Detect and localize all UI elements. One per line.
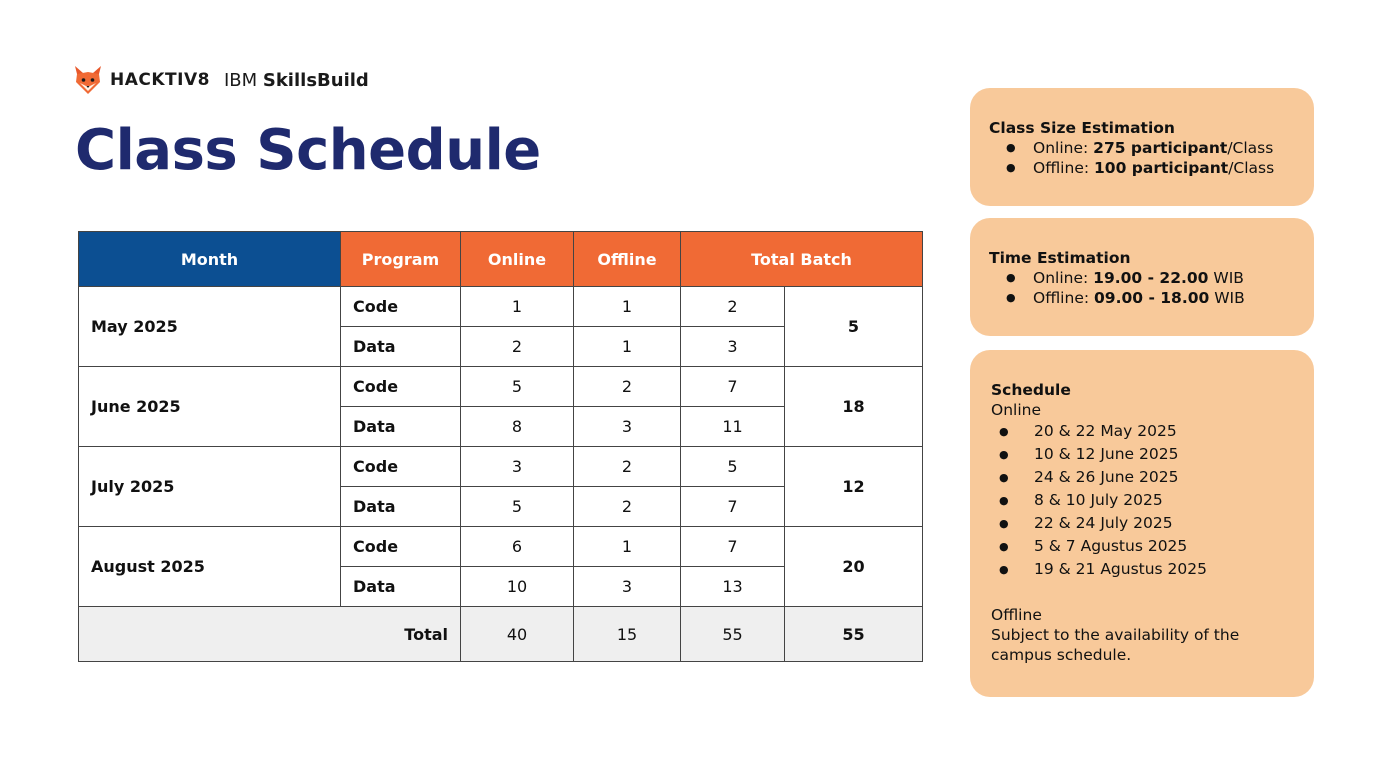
- total-subtotal-cell: 55: [681, 607, 785, 662]
- offline-cell: 3: [574, 407, 681, 447]
- total-online-cell: 40: [461, 607, 574, 662]
- subtotal-cell: 13: [681, 567, 785, 607]
- program-cell: Code: [341, 287, 461, 327]
- month-cell: August 2025: [79, 527, 341, 607]
- item-prefix: Offline:: [1033, 289, 1095, 307]
- header-offline: Offline: [574, 232, 681, 287]
- list-item: [989, 138, 1314, 158]
- item-suffix: /Class: [1227, 139, 1274, 157]
- month-cell: July 2025: [79, 447, 341, 527]
- online-cell: 1: [461, 287, 574, 327]
- offline-note-line2: campus schedule.: [991, 646, 1132, 664]
- subtotal-cell: 11: [681, 407, 785, 447]
- item-prefix: Online:: [1033, 139, 1094, 157]
- header-program: Program: [341, 232, 461, 287]
- item-prefix: Offline:: [1033, 159, 1095, 177]
- page-title: Class Schedule: [75, 118, 541, 183]
- ibm-skillsbuild-wordmark: [224, 70, 369, 91]
- online-cell: 6: [461, 527, 574, 567]
- spacer: [991, 581, 1314, 605]
- month-cell: May 2025: [79, 287, 341, 367]
- class-schedule-table: [78, 231, 923, 662]
- list-item: [989, 158, 1314, 178]
- item-prefix: Online:: [1033, 269, 1094, 287]
- time-estimation-title: Time Estimation: [989, 249, 1131, 267]
- list-item: ● 19 & 21 Agustus 2025: [991, 558, 1314, 581]
- list-item: ● 10 & 12 June 2025: [991, 443, 1314, 466]
- class-size-title: Class Size Estimation: [989, 119, 1175, 137]
- table-row: [79, 367, 923, 407]
- program-cell: Code: [341, 447, 461, 487]
- offline-cell: 1: [574, 287, 681, 327]
- program-cell: Data: [341, 487, 461, 527]
- item-value: 275 participant: [1093, 139, 1228, 157]
- item-suffix: WIB: [1209, 289, 1245, 307]
- online-cell: 5: [461, 487, 574, 527]
- brand-logos: [72, 64, 369, 96]
- time-estimation-list: [989, 268, 1314, 308]
- online-cell: 3: [461, 447, 574, 487]
- item-suffix: WIB: [1208, 269, 1244, 287]
- month-total-batch-cell: 20: [785, 527, 923, 607]
- offline-cell: 1: [574, 527, 681, 567]
- offline-note-line1: Subject to the availability of the: [991, 626, 1240, 644]
- online-cell: 8: [461, 407, 574, 447]
- table-row: [79, 447, 923, 487]
- header-online: Online: [461, 232, 574, 287]
- grand-total-batch-cell: 55: [785, 607, 923, 662]
- subtotal-cell: 2: [681, 287, 785, 327]
- fox-logo-icon: [72, 64, 104, 96]
- offline-cell: 2: [574, 367, 681, 407]
- program-cell: Data: [341, 567, 461, 607]
- list-item: ● 24 & 26 June 2025: [991, 466, 1314, 489]
- header-total-batch: Total Batch: [681, 232, 923, 287]
- item-value: 19.00 - 22.00: [1093, 269, 1209, 287]
- item-suffix: /Class: [1228, 159, 1275, 177]
- program-cell: Code: [341, 367, 461, 407]
- class-size-card: [970, 88, 1314, 206]
- list-item: [989, 268, 1314, 288]
- online-cell: 2: [461, 327, 574, 367]
- offline-cell: 2: [574, 447, 681, 487]
- total-offline-cell: 15: [574, 607, 681, 662]
- table-header-row: [79, 232, 923, 287]
- program-cell: Code: [341, 527, 461, 567]
- table-row: [79, 527, 923, 567]
- program-cell: Data: [341, 407, 461, 447]
- schedule-title: Schedule: [991, 381, 1071, 399]
- item-value: 09.00 - 18.00: [1094, 289, 1210, 307]
- online-cell: 10: [461, 567, 574, 607]
- subtotal-cell: 3: [681, 327, 785, 367]
- class-size-list: [989, 138, 1314, 178]
- month-total-batch-cell: 5: [785, 287, 923, 367]
- offline-cell: 3: [574, 567, 681, 607]
- hacktiv8-wordmark: HACKTIV8: [110, 70, 210, 90]
- offline-label: Offline: [991, 606, 1042, 624]
- list-item: ● 5 & 7 Agustus 2025: [991, 535, 1314, 558]
- month-total-batch-cell: 18: [785, 367, 923, 447]
- offline-cell: 2: [574, 487, 681, 527]
- program-cell: Data: [341, 327, 461, 367]
- subtotal-cell: 5: [681, 447, 785, 487]
- skillsbuild-text: SkillsBuild: [262, 69, 369, 91]
- list-item: ● 20 & 22 May 2025: [991, 420, 1314, 443]
- subtotal-cell: 7: [681, 367, 785, 407]
- online-label: Online: [991, 401, 1041, 419]
- total-row: [79, 607, 923, 662]
- time-estimation-card: [970, 218, 1314, 336]
- header-month: Month: [79, 232, 341, 287]
- schedule-card: [970, 350, 1314, 697]
- total-label: Total: [79, 607, 461, 662]
- month-cell: June 2025: [79, 367, 341, 447]
- table-row: [79, 287, 923, 327]
- month-total-batch-cell: 12: [785, 447, 923, 527]
- list-item: ● 22 & 24 July 2025: [991, 512, 1314, 535]
- offline-cell: 1: [574, 327, 681, 367]
- list-item: ● 8 & 10 July 2025: [991, 489, 1314, 512]
- online-dates-list: [991, 420, 1314, 581]
- subtotal-cell: 7: [681, 487, 785, 527]
- ibm-text: IBM: [223, 69, 258, 91]
- online-cell: 5: [461, 367, 574, 407]
- subtotal-cell: 7: [681, 527, 785, 567]
- item-value: 100 participant: [1094, 159, 1229, 177]
- list-item: [989, 288, 1314, 308]
